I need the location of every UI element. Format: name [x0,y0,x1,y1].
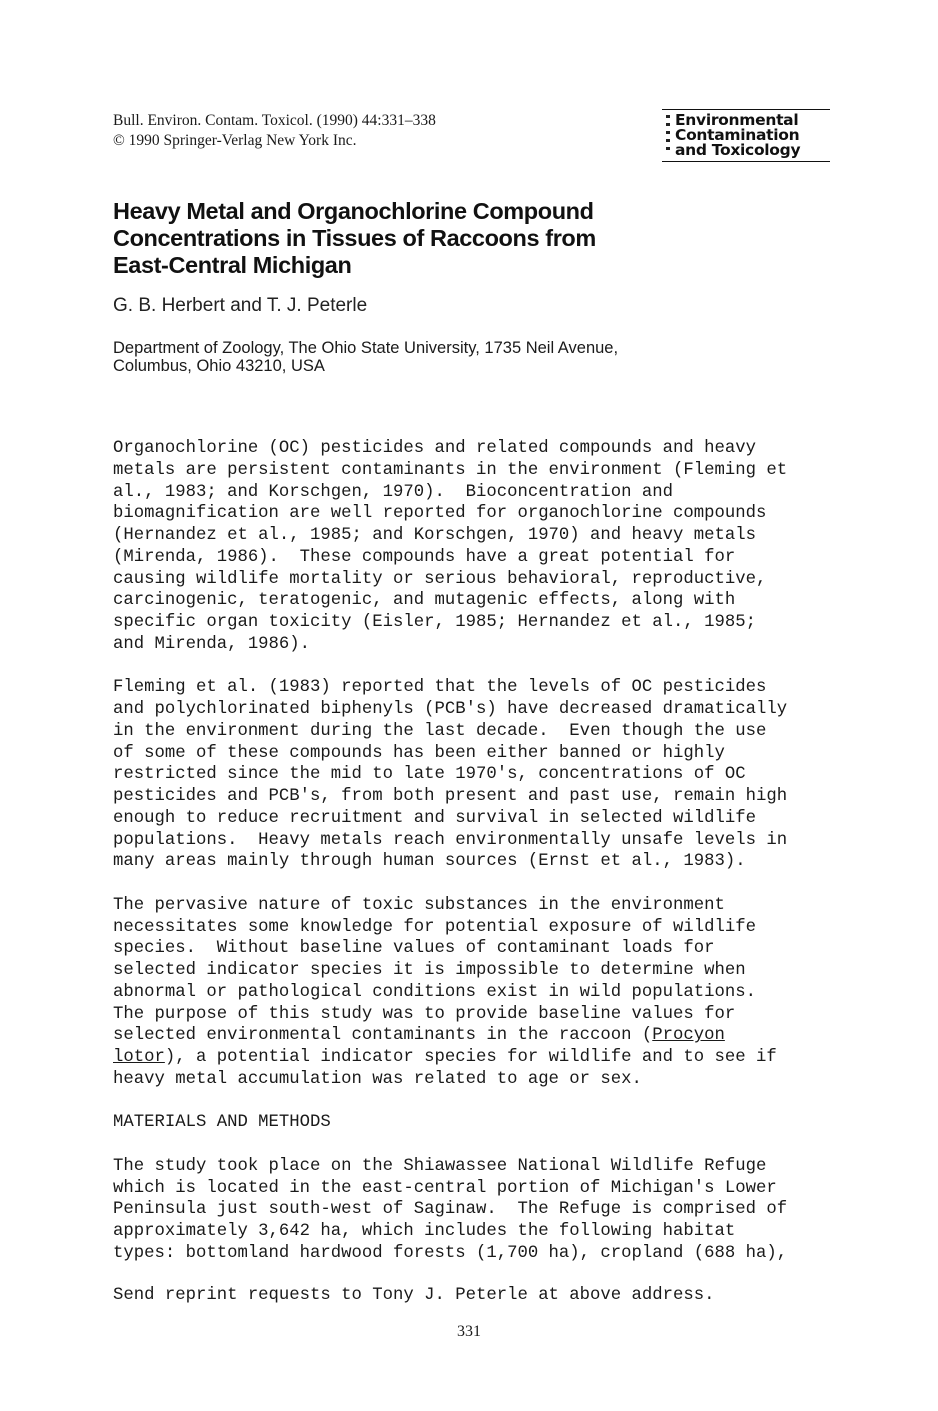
text-line: The pervasive nature of toxic substances in the environment [113,895,725,915]
affiliation-line: Department of Zoology, The Ohio State University, 1735 Neil Avenue, [113,339,619,357]
section-heading-text: MATERIALS AND METHODS [113,1113,331,1133]
text-line: necessitates some knowledge for potential exposure of wildlife [113,917,756,937]
text-line: causing wildlife mortality or serious behavioral, reproductive, [113,569,767,589]
text-line [113,1047,833,1069]
text-line: Fleming et al. (1983) reported that the levels of OC pesticides [113,678,767,698]
text-line: pesticides and PCB's, from both present and past use, remain high [113,787,788,806]
text-line: Organochlorine (OC) pesticides and related compounds and heavy [113,439,756,458]
title-line: Heavy Metal and Organochlorine Compound [113,198,594,224]
text-line: which is located in the east-central portion of Michigan's Lower [113,1178,777,1198]
text-line: of some of these compounds has been either banned or highly [113,743,725,763]
paragraph-purpose [113,895,833,1091]
text-line: species. Without baseline values of contaminant loads for [113,939,715,959]
logo-line: Environmental [675,111,799,129]
text-line: specific organ toxicity (Eisler, 1985; Hernandez et al., 1985; [113,613,756,632]
text-line: metals are persistent contaminants in the environment (Fleming et [113,460,788,480]
text-line: The purpose of this study was to provide baseline values for [113,1004,736,1024]
text-line: restricted since the mid to late 1970's, concentrations of OC [113,765,746,785]
copyright-line: © 1990 Springer-Verlag New York Inc. [113,132,357,149]
paragraph-study-area [113,1156,833,1265]
text-line: many areas mainly through human sources (Ernst et al., 1983). [113,852,746,872]
title-line: Concentrations in Tissues of Raccoons from [113,225,596,251]
title-line: East-Central Michigan [113,252,352,278]
page-number: 331 [457,1323,481,1340]
text-line: The study took place on the Shiawassee National Wildlife Refuge [113,1156,767,1176]
authors: G. B. Herbert and T. J. Peterle [113,295,368,316]
reprint-footnote: Send reprint requests to Tony J. Peterle at above address. [113,1286,715,1305]
text-line: heavy metal accumulation was related to age or sex. [113,1069,642,1089]
species-name: lotor [113,1048,165,1067]
text-line: and Mirenda, 1986). [113,634,311,654]
text-run: ), a potential indicator species for wildlife and to see if [164,1048,777,1067]
text-line: (Hernandez et al., 1985; and Korschgen, 1970) and heavy metals [113,526,756,545]
text-line: in the environment during the last decade. Even though the use [113,721,767,741]
journal-logo [662,109,830,162]
text-line: Peninsula just south-west of Saginaw. The Refuge is comprised of [113,1200,788,1220]
text-line: selected indicator species it is impossible to determine when [113,961,746,980]
body-text [113,438,833,1265]
logo-line: and Toxicology [675,141,801,159]
text-line: populations. Heavy metals reach environmentally unsafe levels in [113,830,788,850]
article-title [113,198,733,279]
text-line: (Mirenda, 1986). These compounds have a great potential for [113,547,736,567]
text-line: enough to reduce recruitment and survival in selected wildlife [113,808,756,828]
affiliation [113,339,618,375]
text-line: and polychlorinated biphenyls (PCB's) have decreased dramatically [113,700,788,719]
text-line [113,1025,833,1047]
paragraph-trends [113,677,833,873]
text-line: abnormal or pathological conditions exist in wild populations. [113,982,756,1002]
journal-citation [113,111,436,151]
text-line: carcinogenic, teratogenic, and mutagenic effects, along with [113,591,736,611]
citation-line: Bull. Environ. Contam. Toxicol. (1990) 44:331–338 [113,112,436,129]
logo-line: Contamination [675,126,800,144]
section-heading [113,1112,833,1134]
journal-logo-words [675,113,830,158]
logo-bulletin-mark [664,115,672,159]
affiliation-line: Columbus, Ohio 43210, USA [113,357,325,375]
species-name: Procyon [652,1026,725,1046]
paragraph-intro [113,438,833,656]
text-line: approximately 3,642 ha, which includes the following habitat [113,1222,736,1241]
text-line: biomagnification are well reported for organochlorine compounds [113,504,767,524]
text-run: selected environmental contaminants in the raccoon ( [113,1026,653,1046]
text-line: al., 1983; and Korschgen, 1970). Bioconcentration and [113,482,674,502]
text-line: types: bottomland hardwood forests (1,700 ha), cropland (688 ha), [113,1243,788,1263]
